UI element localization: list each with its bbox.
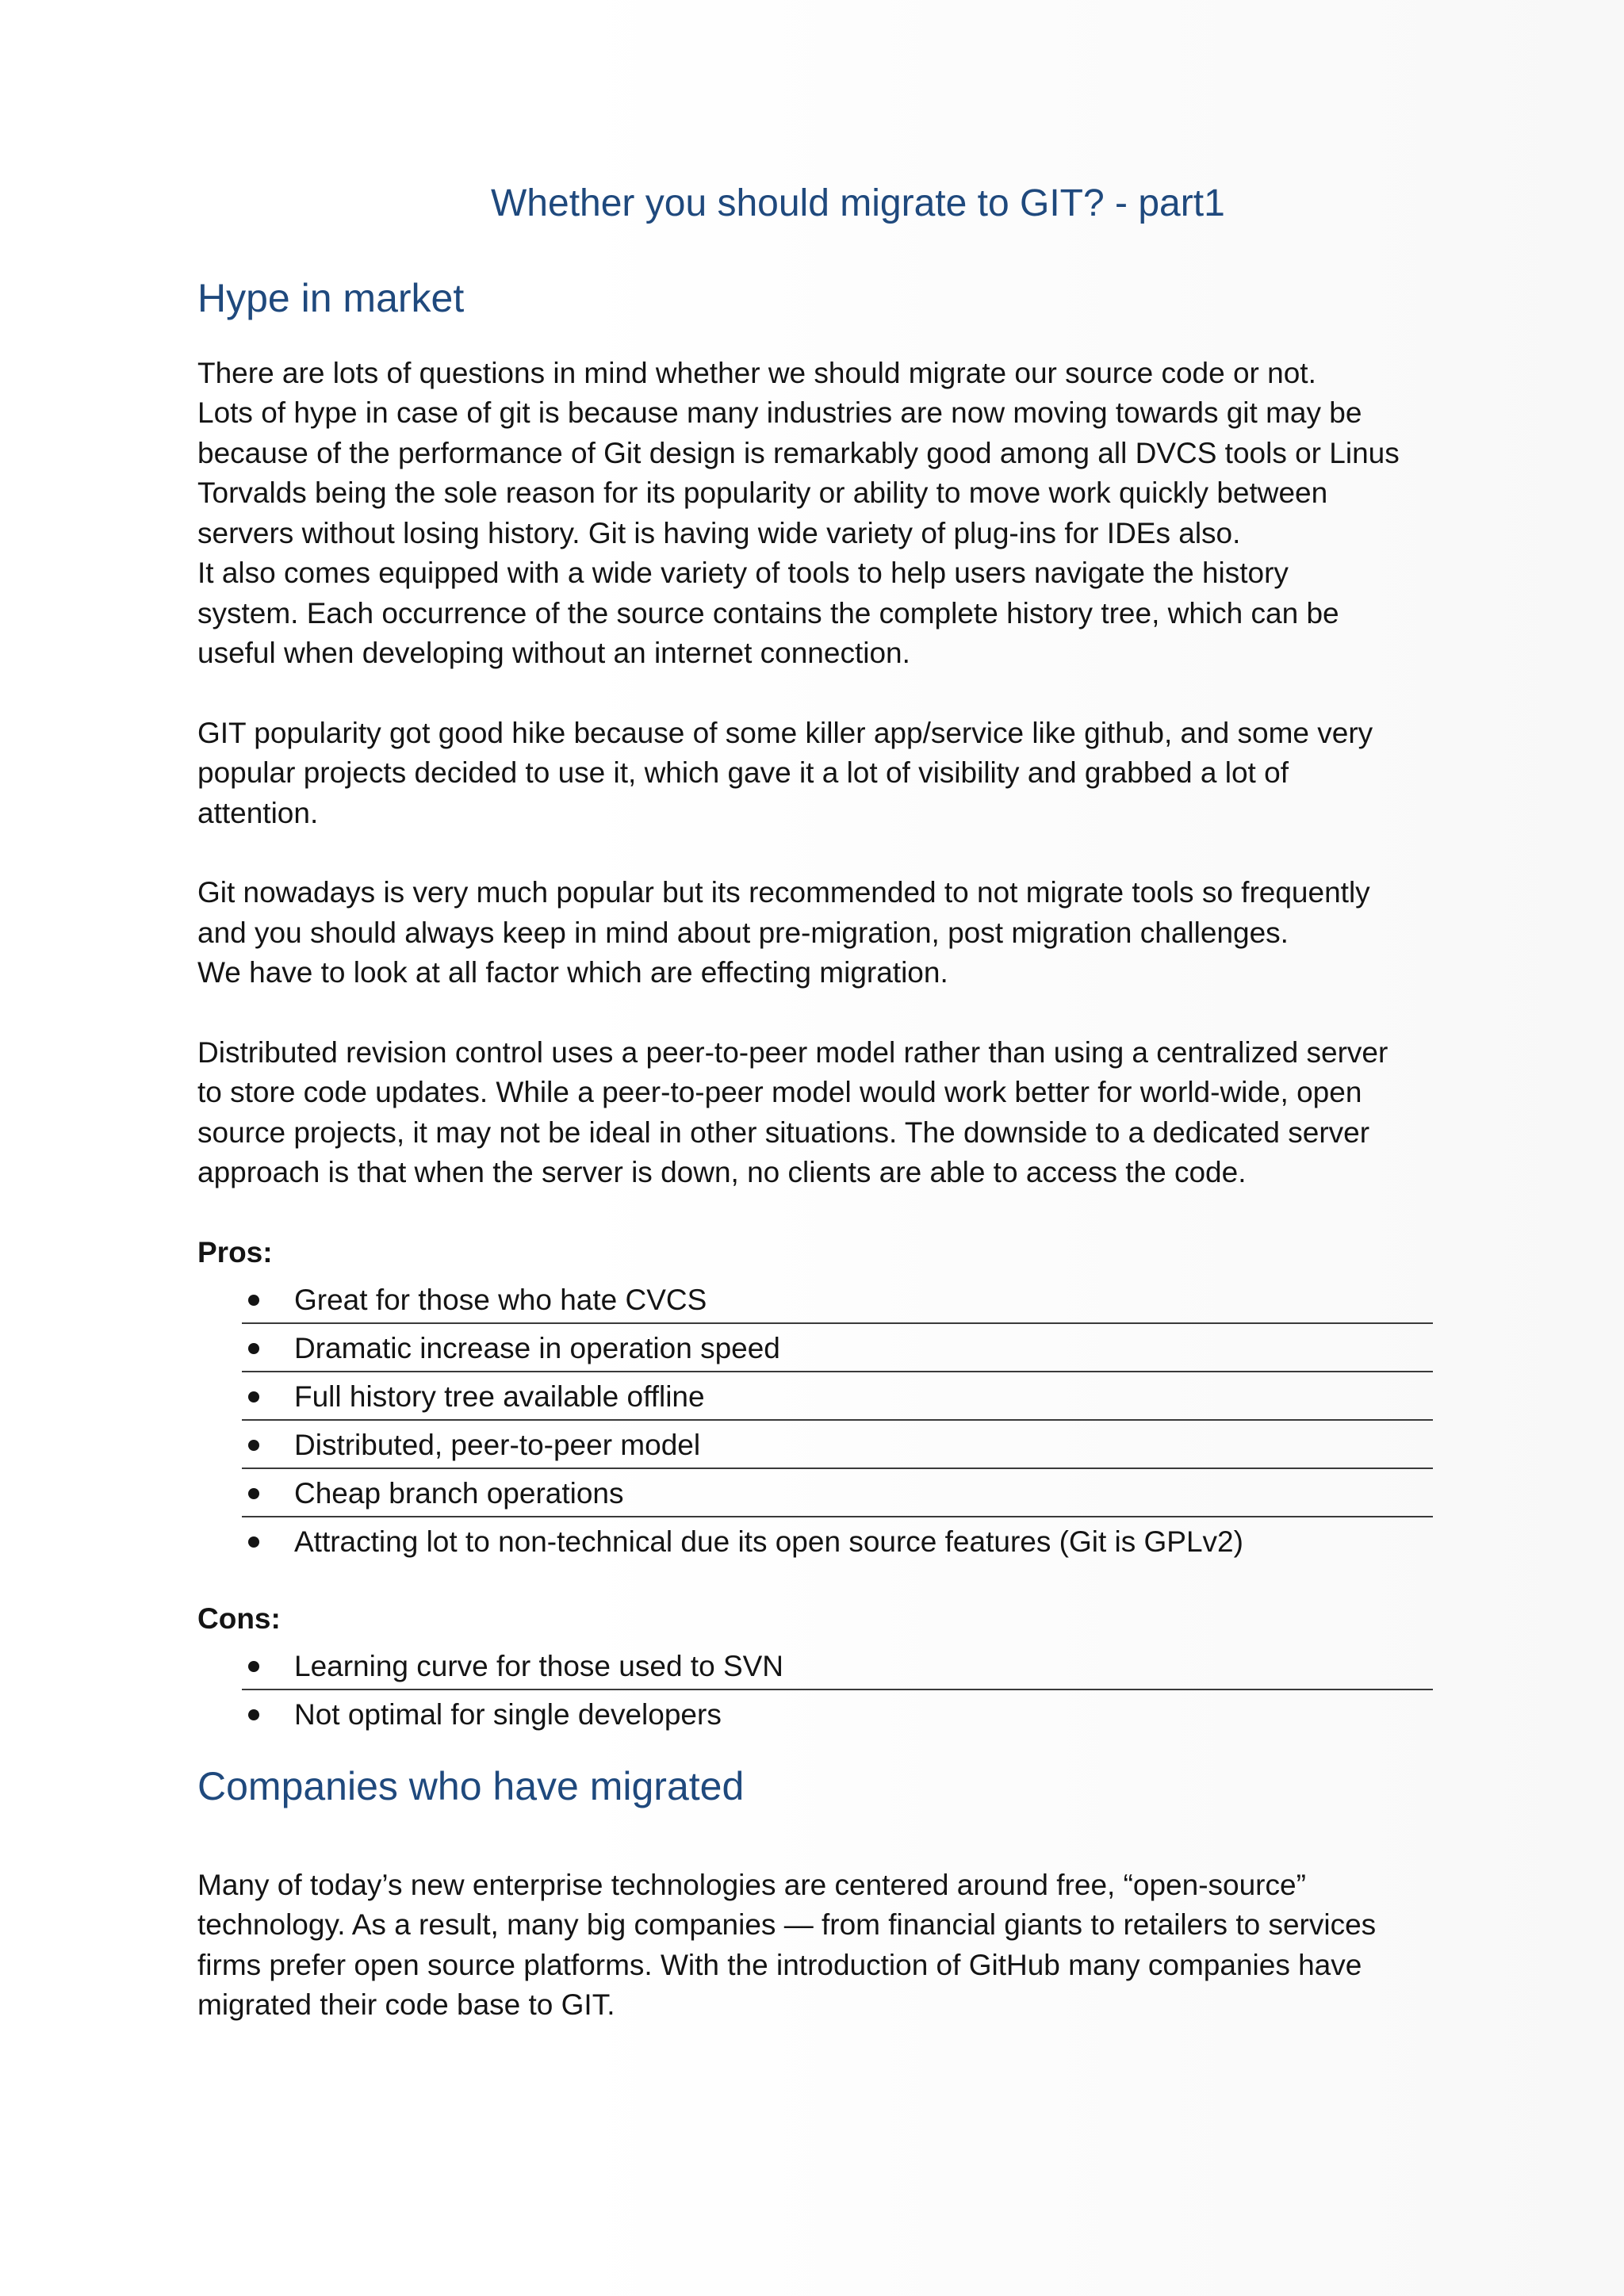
list-item (242, 1517, 1433, 1566)
section-heading-hype: Hype in market (197, 275, 465, 320)
text-line: Git nowadays is very much popular but its recommended to not migrate tools so frequently (197, 876, 1370, 909)
text-line: Distributed revision control uses a peer-to-peer model rather than using a centralized server (197, 1035, 1388, 1069)
list-item-text: Not optimal for single developers (294, 1697, 722, 1731)
text-line: Lots of hype in case of git is because many industries are now moving towards git may be (197, 396, 1362, 430)
text-line: technology. As a result, many big companies — from financial giants to retailers to services (197, 1908, 1377, 1942)
paragraph-distributed (197, 1033, 1434, 1193)
text-line: to store code updates. While a peer-to-peer model would work better for world-wide, open (197, 1076, 1362, 1109)
text-line: system. Each occurrence of the source contains the complete history tree, which can be (197, 596, 1339, 629)
bullet-icon (248, 1709, 259, 1720)
paragraph-gap (197, 1566, 1434, 1599)
bullet-icon (248, 1343, 259, 1354)
text-line: because of the performance of Git design is remarkably good among all DVCS tools or Linus (197, 436, 1400, 469)
text-line: We have to look at all factor which are effecting migration. (197, 956, 948, 989)
text-line: servers without losing history. Git is having wide variety of plug-ins for IDEs also. (197, 516, 1241, 549)
list-item-text: Cheap branch operations (294, 1476, 624, 1510)
bullet-icon (248, 1295, 259, 1306)
list-item-text: Distributed, peer-to-peer model (294, 1428, 701, 1461)
text-line: attention. (197, 796, 319, 829)
paragraph-gap (197, 1193, 1434, 1233)
text-line: firms prefer open source platforms. With the introduction of GitHub many companies have (197, 1948, 1362, 1981)
paragraph-companies (197, 1866, 1434, 2026)
paragraph-gap (197, 833, 1434, 873)
list-item-text: Full history tree available offline (294, 1380, 705, 1413)
list-item (242, 1690, 1433, 1739)
text-line: approach is that when the server is down, no clients are able to access the code. (197, 1156, 1247, 1189)
text-line: useful when developing without an internet connection. (197, 637, 910, 670)
section-heading-companies: Companies who have migrated (197, 1763, 745, 1808)
list-item (242, 1469, 1433, 1517)
bullet-icon (248, 1440, 259, 1451)
list-item-text: Attracting lot to non-technical due its open source features (Git is GPLv2) (294, 1525, 1243, 1558)
text-line: Torvalds being the sole reason for its popularity or ability to move work quickly between (197, 476, 1328, 510)
paragraph-gap (197, 993, 1434, 1033)
list-item (242, 1324, 1433, 1372)
list-item-text: Learning curve for those used to SVN (294, 1649, 784, 1682)
list-item-text: Great for those who hate CVCS (294, 1283, 707, 1316)
bullet-icon (248, 1536, 259, 1548)
list-item (242, 1276, 1433, 1324)
text-line: It also comes equipped with a wide variety of tools to help users navigate the history (197, 557, 1289, 590)
text-line: popular projects decided to use it, which gave it a lot of visibility and grabbed a lot of (197, 756, 1289, 790)
text-line: GIT popularity got good hike because of some killer app/service like github, and some very (197, 716, 1373, 749)
paragraph-migration-advice (197, 873, 1434, 993)
paragraph-intro (197, 354, 1434, 674)
document-content (197, 181, 1434, 2026)
cons-list (242, 1642, 1433, 1739)
bullet-icon (248, 1661, 259, 1672)
list-item (242, 1642, 1433, 1690)
paragraph-gap (197, 674, 1434, 714)
pros-label: Pros: (197, 1235, 273, 1269)
text-line: There are lots of questions in mind whether we should migrate our source code or not. (197, 356, 1316, 389)
text-line: migrated their code base to GIT. (197, 1988, 615, 2022)
pros-list (242, 1276, 1433, 1566)
list-item-text: Dramatic increase in operation speed (294, 1331, 780, 1364)
list-item (242, 1421, 1433, 1469)
text-line: and you should always keep in mind about pre-migration, post migration challenges. (197, 916, 1289, 949)
document-title: Whether you should migrate to GIT? - part1 (491, 182, 1225, 224)
bullet-icon (248, 1488, 259, 1499)
cons-label: Cons: (197, 1601, 281, 1635)
list-item (242, 1372, 1433, 1421)
paragraph-popularity (197, 714, 1434, 834)
text-line: source projects, it may not be ideal in other situations. The downside to a dedicated server (197, 1115, 1370, 1149)
text-line: Many of today’s new enterprise technologies are centered around free, “open-source” (197, 1868, 1306, 1901)
bullet-icon (248, 1391, 259, 1402)
